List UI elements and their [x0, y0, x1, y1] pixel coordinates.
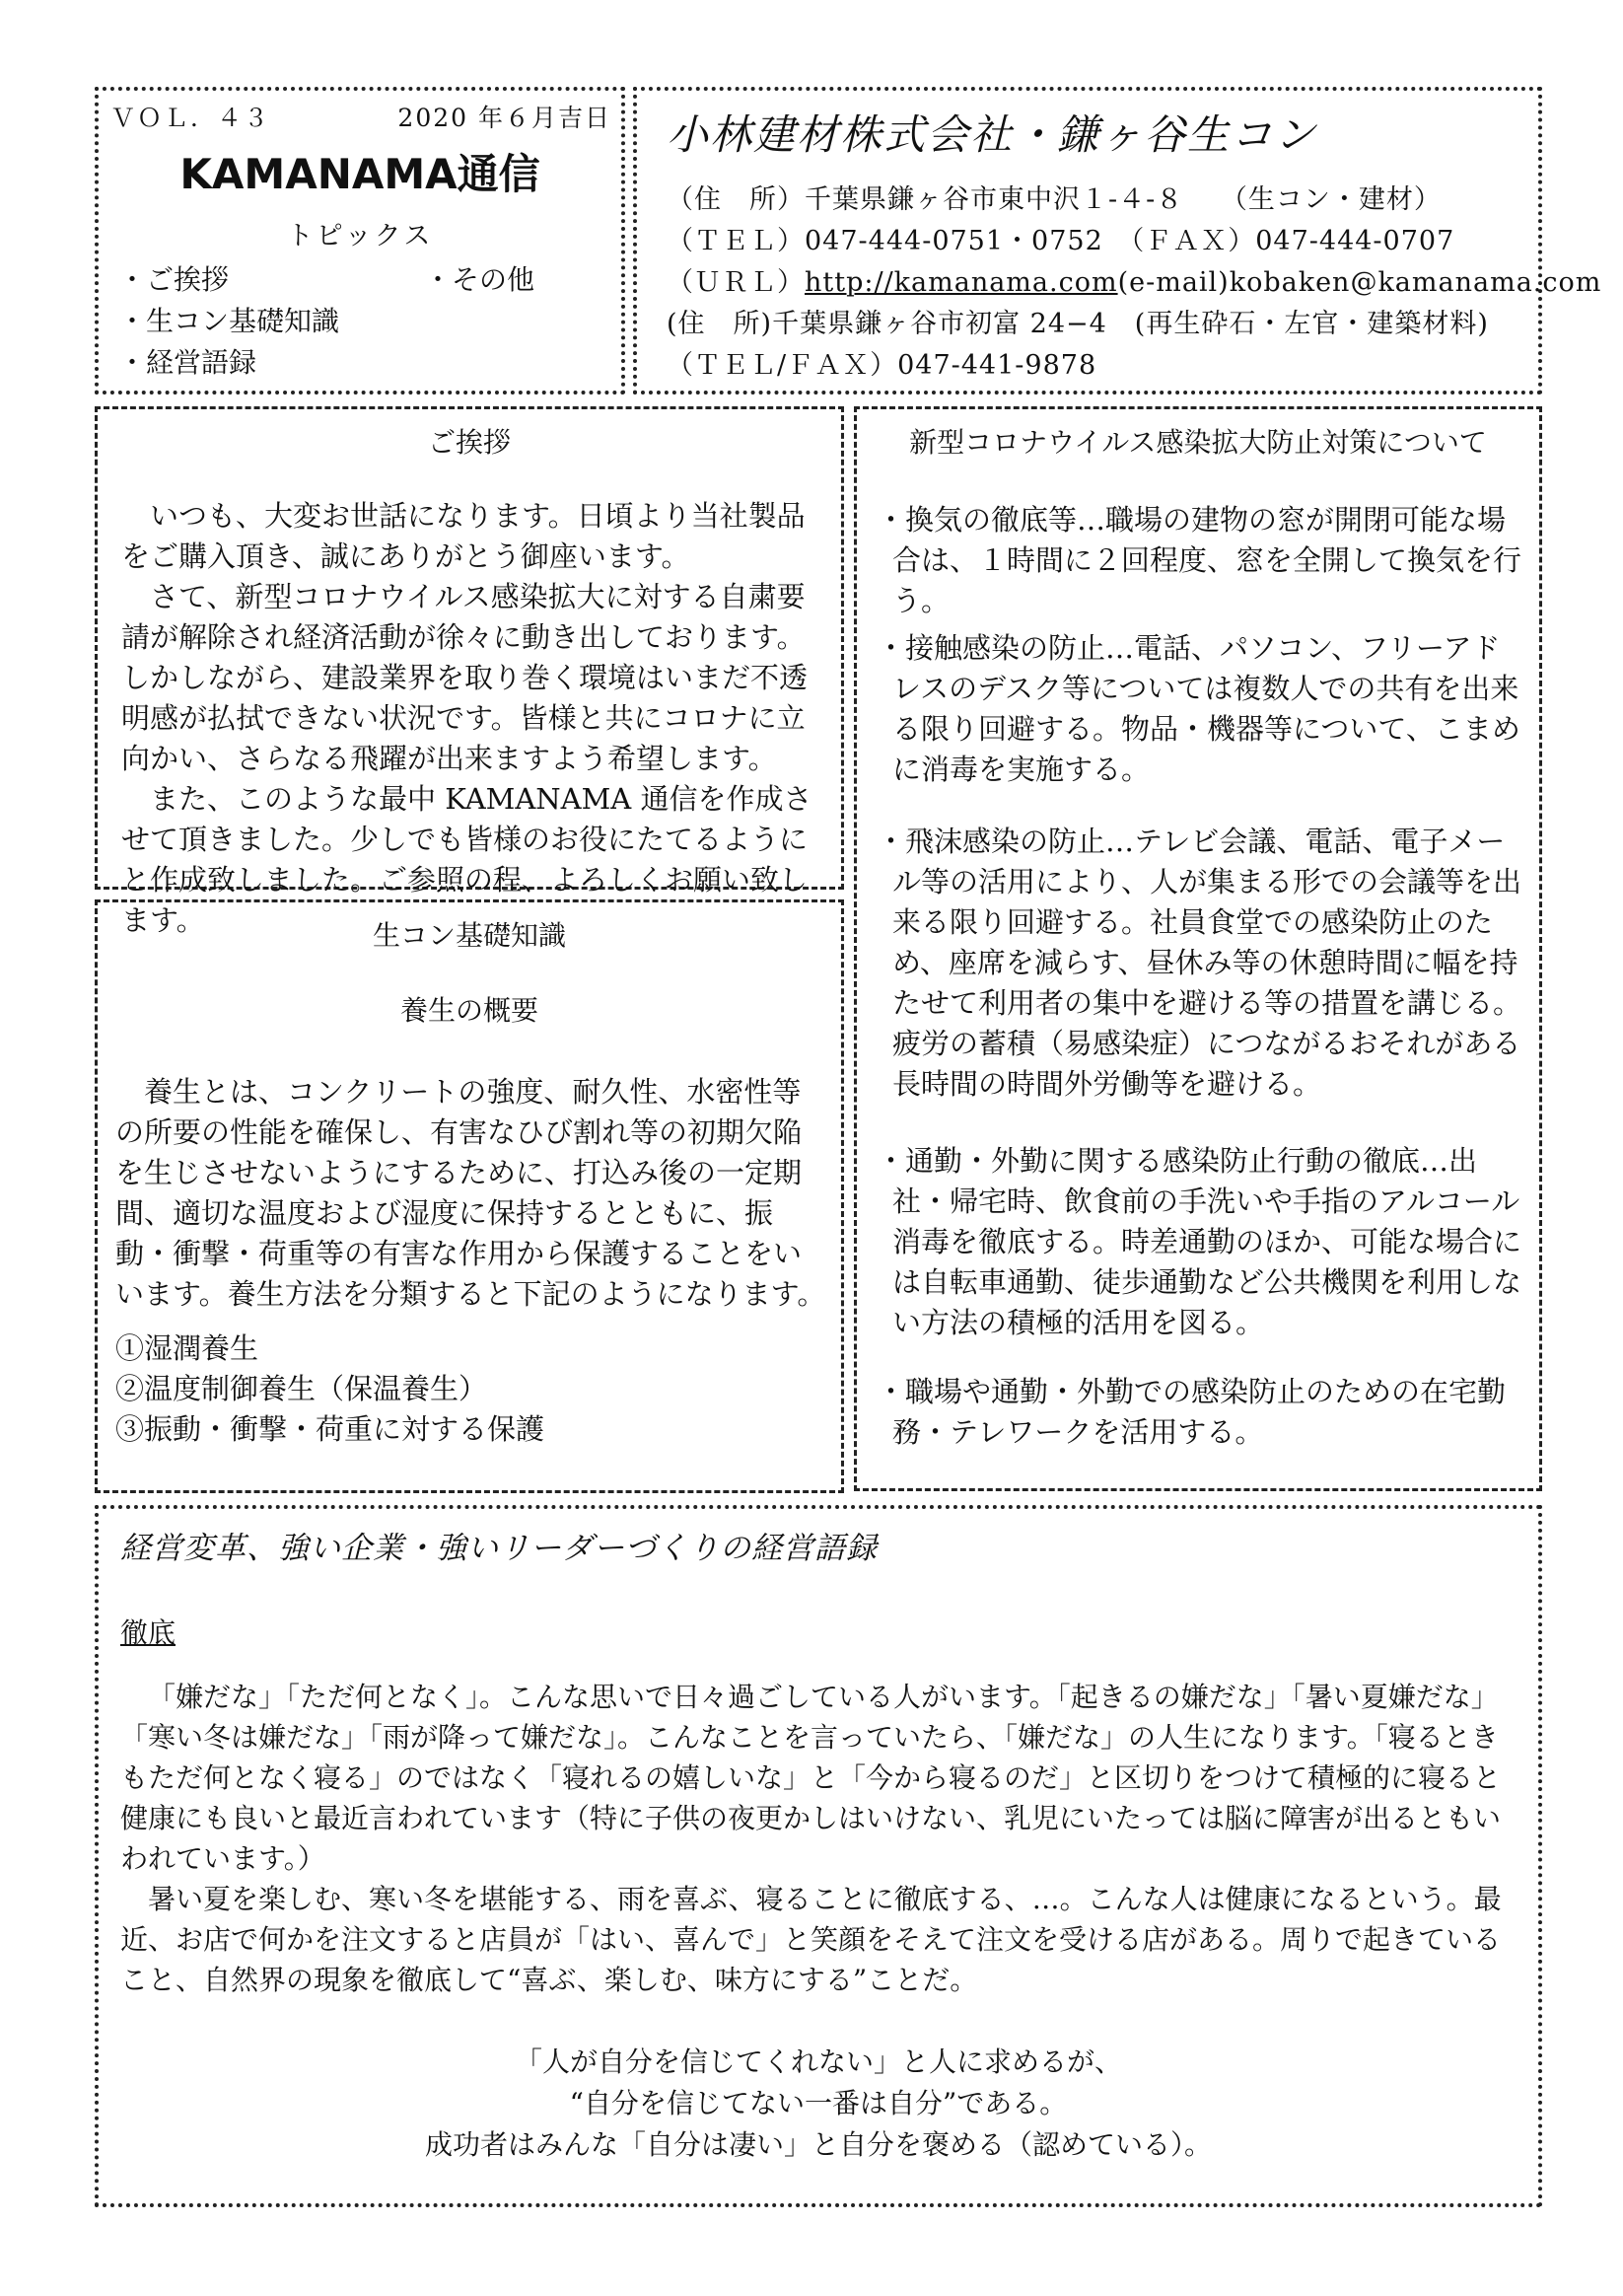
motto-paragraph: 暑い夏を楽しむ、寒い冬を堪能する、雨を喜ぶ、寝ることに徹底する、…。こんな人は健康になるという。最近、お店で何かを注文すると店員が「はい、喜んで」と笑顔をそえて注文を受ける店がある。周りで起きていること、自然界の現象を徹底して“喜ぶ、楽しむ、味方にする”ことだ。 [120, 1883, 1502, 1996]
greeting-heading: ご挨拶 [427, 426, 511, 459]
basics-heading: 生コン基礎知識 [372, 919, 566, 952]
newsletter-title: KAMANAMA通信 [179, 150, 540, 198]
issue-date: 2020 年６月吉日 [397, 104, 611, 132]
measure-text: ・通勤・外勤に関する感染防止行動の徹底…出社・帰宅時、飲食前の手洗いや手指のアルコール消毒を徹底する。時差通勤のほか、可能な場合には自転車通勤、徒歩通勤など公共機関を利用しない方法の積極的活用を図る。 [877, 1144, 1522, 1339]
motto-section [95, 1505, 1542, 2207]
greeting-paragraph: いつも、大変お世話になります。日頃より当社製品をご購入頂き、誠にありがとう御座います。 [121, 499, 806, 573]
volume-number: ＶＯＬ．４３ [110, 104, 271, 132]
company-box [633, 87, 1602, 395]
measure-contact [877, 628, 1523, 790]
topics-heading: トピックス [286, 221, 434, 251]
address-line: （住 所）千葉県鎌ヶ谷市東中沢１‐４‐８ （生コン・建材） [667, 184, 1442, 215]
motto-subtitle: 徹底 [120, 1616, 176, 1649]
greeting-paragraph: また、このような最中 KAMANAMA 通信を作成させて頂きました。少しでも皆様のお役にたてるようにと作成致しました。ご参照の程、よろしくお願い致します。 [121, 782, 812, 937]
curing-method-list [115, 1328, 544, 1450]
quote-line: 「人が自分を信じてくれない」と人に求めるが、 [514, 2045, 1122, 2078]
measure-text: ・飛沫感染の防止…テレビ会議、電話、電子メール等の活用により、人が集まる形での会議等を出来る限り回避する。社員食堂での感染防止のため、座席を減らす、昼休み等の休憩時間に幅を持たせて利用者の集中を避ける等の措置を講じる。疲労の蓄積（易感染症）につながるおそれがある長時間の時間外労働等を避ける。 [877, 825, 1522, 1101]
website-link[interactable]: http://kamanama.com [805, 267, 1118, 298]
topic-item: ・ご挨拶 [118, 263, 230, 296]
basics-paragraph: 養生とは、コンクリートの強度、耐久性、水密性等の所要の性能を確保し、有害なひび割れ等の初期欠陥を生じさせないようにするために、打込み後の一定期間、適切な温度および湿度に保持するとともに、振動・衝撃・荷重等の有害な作用から保護することをいいます。養生方法を分類すると下記のようになります。 [115, 1075, 826, 1311]
greeting-body [121, 496, 827, 941]
measure-ventilation [877, 500, 1523, 621]
motto-title: 経営変革、強い企業・強いリーダーづくりの経営語録 [120, 1531, 878, 1566]
topic-item: ・生コン基礎知識 [118, 305, 340, 337]
measure-droplet [877, 822, 1523, 1105]
header-box [95, 87, 625, 395]
url-line [667, 260, 1601, 299]
basics-section [95, 899, 844, 1493]
curing-method: ③振動・衝撃・荷重に対する保護 [115, 1412, 545, 1446]
measure-telework [877, 1372, 1523, 1453]
measure-text: ・職場や通勤・外勤での感染防止のための在宅勤務・テレワークを活用する。 [877, 1375, 1507, 1449]
curing-method: ②温度制御養生（保温養生） [115, 1372, 488, 1405]
phone-fax-line-2: （ＴＥＬ/ＦＡＸ）047‐441‐9878 [667, 350, 1097, 381]
volume-line [110, 99, 611, 134]
address-line-2: (住 所)千葉県鎌ヶ谷市初富 24−4 (再生砕石・左官・建築材料) [667, 309, 1489, 339]
topic-item: ・経営語録 [118, 346, 257, 379]
basics-subheading: 養生の概要 [399, 994, 538, 1027]
curing-method: ①湿潤養生 [115, 1331, 259, 1365]
corona-heading: 新型コロナウイルス感染拡大防止対策について [909, 426, 1487, 459]
url-label: （ＵＲＬ） [667, 267, 805, 298]
basics-body [115, 1072, 827, 1315]
measure-text: ・換気の徹底等…職場の建物の窓が開閉可能な場合は、１時間に２回程度、窓を全開して換気を行う。 [877, 503, 1522, 617]
motto-paragraph: 「嫌だな」「ただ何となく」。こんな思いで日々過ごしている人がいます。「起きるの嫌だな」「暑い夏嫌だな」「寒い冬は嫌だな」「雨が降って嫌だな」。こんなことを言っていたら、「嫌だな」の人生になります。「寝るときもただ何となく寝る」のではなく「寝れるの嬉しいな」と「今から寝るのだ」と区切りをつけて積極的に寝ると健康にも良いと最近言われています（特に子供の夜更かしはいけない、乳児にいたっては脳に障害が出るともいわれています。） [120, 1681, 1502, 1875]
company-name: 小林建材株式会社・鎌ヶ谷生コン [667, 110, 1318, 159]
corona-section [854, 406, 1542, 1491]
greeting-paragraph: さて、新型コロナウイルス感染拡大に対する自粛要請が解除され経済活動が徐々に動き出しております。しかしながら、建設業界を取り巻く環境はいまだ不透明感が払拭できない状況です。皆様と共にコロナに立向かい、さらなる飛躍が出来ますよう希望します。 [121, 580, 809, 775]
quote-line: “自分を信じてない一番は自分”である。 [569, 2087, 1068, 2119]
motto-body [120, 1677, 1517, 2000]
topic-item: ・その他 [424, 263, 535, 296]
quote-line: 成功者はみんな「自分は凄い」と自分を褒める（認めている）。 [424, 2128, 1212, 2161]
measure-commute [877, 1141, 1523, 1343]
measure-text: ・接触感染の防止…電話、パソコン、フリーアドレスのデスク等については複数人での共有を出来る限り回避する。物品・機器等について、こまめに消毒を実施する。 [877, 631, 1520, 786]
phone-fax-line: （ＴＥＬ）047‐444‐0751・0752 （ＦＡＸ）047‐444‐0707 [667, 226, 1455, 256]
motto-quotes [99, 2042, 1538, 2166]
email-text: (e-mail)kobaken@kamanama.com [1117, 267, 1602, 298]
